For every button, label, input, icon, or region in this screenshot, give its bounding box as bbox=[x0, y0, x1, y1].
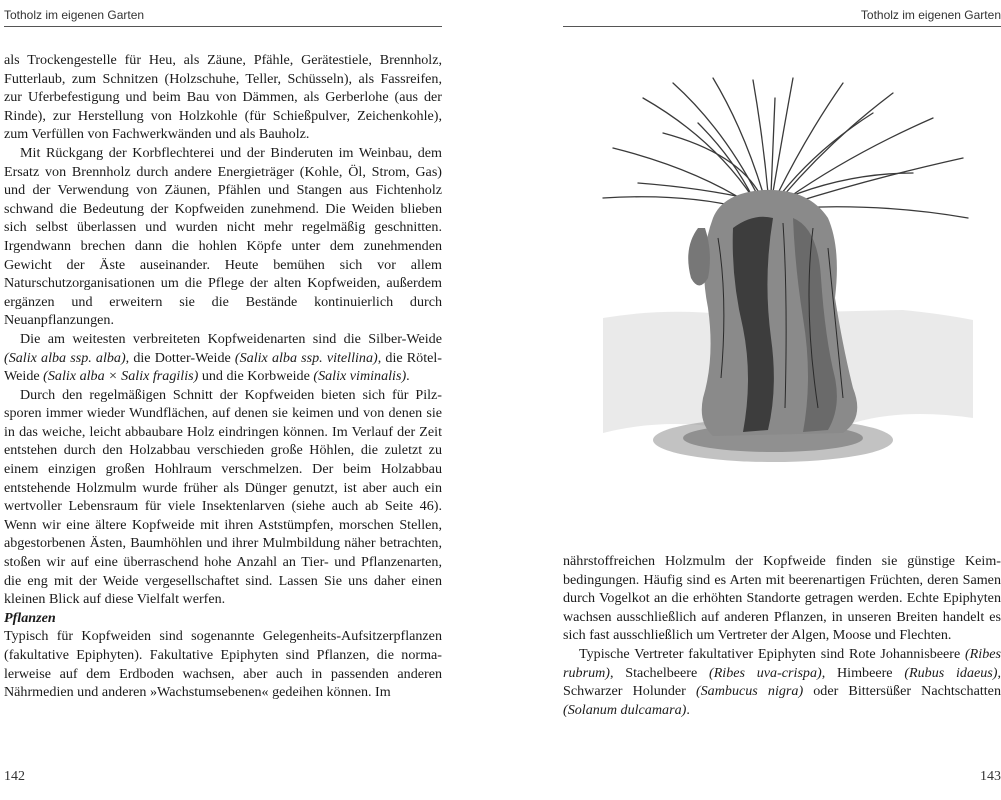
left-page bbox=[4, 0, 442, 800]
paragraph: Durch den regelmäßigen Schnitt der Kopfweiden bieten sich für Pilzsporen immer wieder Wundflächen, auf denen sie keimen und von denen sie in das weiche, leicht abbaubare Holz eindringen können. Im Verlauf der Zeit entstehen durch den Holzabbau verschieden große Höhlen, die zuletzt zu einem einzigen großen Hohlraum verschmelzen. Der beim Holzabbau entstehende Holzmulm wurde früher als Dünger genutzt, ist aber auch ein wertvoller Lebensraum für viele Insektenlarven (siehe auch ab Seite 46). Wenn wir eine ältere Kopfweide mit ihren Aststümpfen, morschen Stellen, abgestorbenen Ästen, Baumhöhlen und ihrer Mulmbildung näher betrachten, stoßen wir auf eine überraschend hohe Anzahl an Tier- und Pflanzenarten, die eng mit der Weide vergesellschaftet sind. Lassen Sie uns daher einen kleinen Blick auf diese Vielfalt werfen. bbox=[4, 386, 442, 608]
body-text bbox=[4, 51, 442, 702]
page-number: 142 bbox=[4, 769, 25, 784]
paragraph: Mit Rückgang der Korbflechterei und der Binderuten im Weinbau, dem Ersatz von Brennholz durch andere Energieträger (Kohle, Öl, Strom, Gas) und der Verwendung von Zäunen, Pfählen und Stangen aus Fichtenholz schwand die Bedeutung der Kopfweiden zunehmend. Die Weiden blieben sich selbst überlassen und wurden nicht mehr regelmäßig geschnitten. Irgendwann brechen dann die hohlen Köpfe unter dem zunehmenden Gewicht der Äste auseinander. Heute bemühen sich vor allem Naturschutzorganisationen um die Pflege der alten Kopfweiden, außerdem ergänzen und erweitern sie die Bestände kontinuierlich durch Neuanpflanzungen. bbox=[4, 144, 442, 329]
right-page bbox=[563, 0, 1001, 800]
paragraph: als Trockengestelle für Heu, als Zäune, Pfähle, Gerätestiele, Brennholz, Futterlaub, zum Schnitzen (Holzschuhe, Teller, Schüsseln), als Fassreifen, zur Uferbefestigung und beim Bau von Dämmen, als Gerberlohe (aus der Rinde), zur Herstellung von Holzkohle (für Schießpulver, Zeichenkohle), zum Verfüllen von Fachwerkwänden und als Bauholz. bbox=[4, 52, 442, 143]
running-head: Totholz im eigenen Garten bbox=[4, 8, 442, 27]
paragraph: Typische Vertreter fakultativer Epiphyten sind Rote Johannisbeere (Ribes rubrum), Stachelbeere (Ribes uva-crispa), Himbeere (Rubus idaeus), Schwarzer Holunder (Sambucus nigra) oder Bittersüßer Nachtschatten (Solanum dulcamara). bbox=[563, 645, 1001, 718]
running-head: Totholz im eigenen Garten bbox=[563, 8, 1001, 27]
paragraph: Die am weitesten verbreiteten Kopfweidenarten sind die Silber-Weide (Salix alba ssp. alba), die Dotter-Weide (Salix alba ssp. vitellina), die Rötel-Weide (Salix alba × Salix fragilis) und die Korbweide (Salix viminalis). bbox=[4, 330, 442, 385]
body-text bbox=[563, 552, 1001, 719]
paragraph: Typisch für Kopfweiden sind sogenannte Gelegenheits-Aufsitzerpflanzen (fakultative Epiphyten). Fakultative Epiphyten sind Pflanzen, die normalerweise auf dem Erdboden wachsen, aber auch in passenden anderen Nährmedien und anderen »Wachstumsebenen« gedeihen können. Im bbox=[4, 628, 442, 701]
subheading: Pflanzen bbox=[4, 609, 56, 626]
pollard-willow-illustration-icon bbox=[603, 78, 973, 490]
paragraph: nährstoffreichen Holzmulm der Kopfweide finden sie günstige Keimbedingungen. Häufig sind es Arten mit beerenartigen Früchten, deren Samen durch Vogelkot an die erhöhten Standorte getragen werden. Echte Epiphyten wachsen ausschließlich auf anderen Pflanzen, in unseren Breiten handelt es sich fast ausschließlich um Vertreter der Algen, Moose und Flechten. bbox=[563, 553, 1001, 644]
page-number: 143 bbox=[980, 769, 1001, 784]
